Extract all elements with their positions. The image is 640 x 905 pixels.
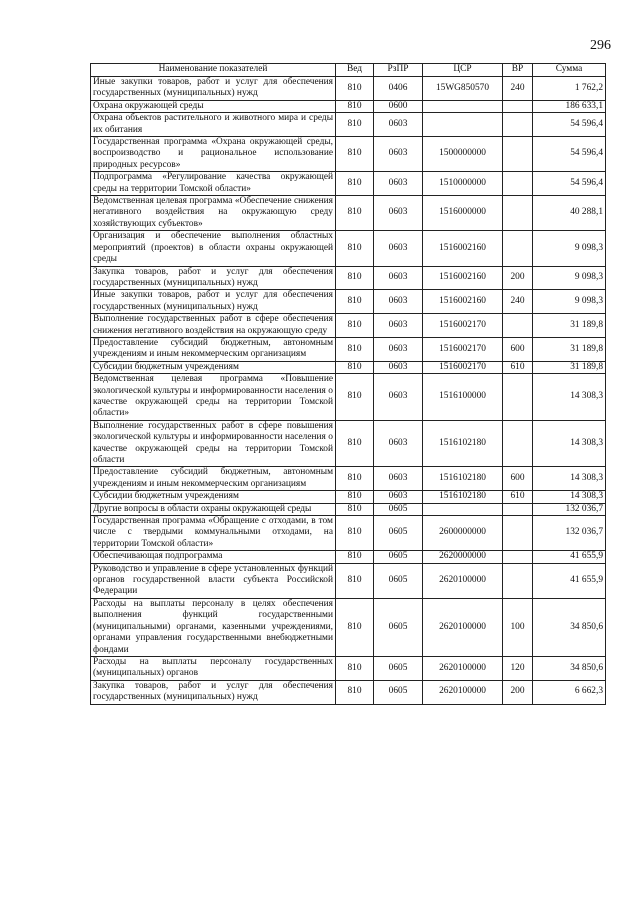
table-row bbox=[91, 337, 606, 361]
row-vr bbox=[503, 196, 533, 231]
row-ved: 810 bbox=[336, 113, 374, 137]
row-vr bbox=[503, 100, 533, 112]
row-csr: 1516102180 bbox=[423, 467, 503, 491]
row-name: Предоставление субсидий бюджетным, автономным учреждениям и иным некоммерческим организациям bbox=[91, 467, 336, 491]
row-csr: 1516000000 bbox=[423, 196, 503, 231]
row-vr bbox=[503, 551, 533, 563]
row-csr: 2620000000 bbox=[423, 551, 503, 563]
row-csr: 1516102180 bbox=[423, 420, 503, 467]
row-ved: 810 bbox=[336, 314, 374, 338]
row-rzpr: 0603 bbox=[374, 137, 423, 172]
row-rzpr: 0605 bbox=[374, 680, 423, 704]
table-row bbox=[91, 374, 606, 421]
row-name: Предоставление субсидий бюджетным, автономным учреждениям и иным некоммерческим организациям bbox=[91, 337, 336, 361]
table-header-row bbox=[91, 64, 606, 77]
row-sum: 54 596,4 bbox=[533, 113, 606, 137]
row-name: Расходы на выплаты персоналу государственных (муниципальных) органов bbox=[91, 656, 336, 680]
row-ved: 810 bbox=[336, 516, 374, 551]
row-ved: 810 bbox=[336, 598, 374, 656]
row-csr: 1500000000 bbox=[423, 137, 503, 172]
header-name: Наименование показателей bbox=[91, 64, 336, 77]
row-csr: 2620100000 bbox=[423, 598, 503, 656]
row-ved: 810 bbox=[336, 680, 374, 704]
row-ved: 810 bbox=[336, 467, 374, 491]
row-rzpr: 0603 bbox=[374, 290, 423, 314]
row-name: Обеспечивающая подпрограмма bbox=[91, 551, 336, 563]
row-csr: 1516002160 bbox=[423, 231, 503, 266]
row-name: Закупка товаров, работ и услуг для обеспечения государственных (муниципальных) нужд bbox=[91, 266, 336, 290]
row-rzpr: 0603 bbox=[374, 231, 423, 266]
row-csr: 15WG850570 bbox=[423, 77, 503, 101]
row-csr: 2620100000 bbox=[423, 656, 503, 680]
table-row bbox=[91, 420, 606, 467]
row-csr: 2600000000 bbox=[423, 516, 503, 551]
row-rzpr: 0603 bbox=[374, 266, 423, 290]
table-row bbox=[91, 100, 606, 112]
row-name: Закупка товаров, работ и услуг для обеспечения государственных (муниципальных) нужд bbox=[91, 680, 336, 704]
row-ved: 810 bbox=[336, 337, 374, 361]
row-sum: 9 098,3 bbox=[533, 290, 606, 314]
row-name: Подпрограмма «Регулирование качества окружающей среды на территории Томской области» bbox=[91, 172, 336, 196]
row-rzpr: 0600 bbox=[374, 100, 423, 112]
row-name: Охрана окружающей среды bbox=[91, 100, 336, 112]
row-sum: 9 098,3 bbox=[533, 266, 606, 290]
row-csr bbox=[423, 503, 503, 515]
row-sum: 9 098,3 bbox=[533, 231, 606, 266]
row-name: Охрана объектов растительного и животного мира и среды их обитания bbox=[91, 113, 336, 137]
row-rzpr: 0406 bbox=[374, 77, 423, 101]
row-vr: 610 bbox=[503, 491, 533, 503]
row-vr: 200 bbox=[503, 266, 533, 290]
row-sum: 14 308,3 bbox=[533, 491, 606, 503]
row-vr bbox=[503, 516, 533, 551]
row-sum: 132 036,7 bbox=[533, 503, 606, 515]
row-sum: 31 189,8 bbox=[533, 337, 606, 361]
table-row bbox=[91, 196, 606, 231]
row-rzpr: 0603 bbox=[374, 374, 423, 421]
row-vr bbox=[503, 172, 533, 196]
row-vr: 200 bbox=[503, 680, 533, 704]
row-sum: 31 189,8 bbox=[533, 361, 606, 373]
row-rzpr: 0603 bbox=[374, 196, 423, 231]
table-row bbox=[91, 137, 606, 172]
row-vr bbox=[503, 503, 533, 515]
row-vr bbox=[503, 563, 533, 598]
row-rzpr: 0603 bbox=[374, 172, 423, 196]
table-row bbox=[91, 563, 606, 598]
row-csr: 1516002170 bbox=[423, 361, 503, 373]
row-vr bbox=[503, 231, 533, 266]
row-csr: 1516002160 bbox=[423, 290, 503, 314]
row-rzpr: 0603 bbox=[374, 113, 423, 137]
table-row bbox=[91, 361, 606, 373]
row-sum: 41 655,9 bbox=[533, 551, 606, 563]
row-ved: 810 bbox=[336, 563, 374, 598]
table-row bbox=[91, 266, 606, 290]
table-row bbox=[91, 680, 606, 704]
row-csr: 1516002160 bbox=[423, 266, 503, 290]
row-ved: 810 bbox=[336, 491, 374, 503]
row-vr: 600 bbox=[503, 467, 533, 491]
row-name: Государственная программа «Обращение с отходами, в том числе с твердыми коммунальными отходами, на территории Томской области» bbox=[91, 516, 336, 551]
row-ved: 810 bbox=[336, 551, 374, 563]
row-ved: 810 bbox=[336, 420, 374, 467]
header-csr: ЦСР bbox=[423, 64, 503, 77]
row-sum: 6 662,3 bbox=[533, 680, 606, 704]
row-ved: 810 bbox=[336, 361, 374, 373]
row-sum: 14 308,3 bbox=[533, 374, 606, 421]
table-body bbox=[91, 77, 606, 705]
header-ved: Вед bbox=[336, 64, 374, 77]
row-ved: 810 bbox=[336, 172, 374, 196]
row-name: Организация и обеспечение выполнения областных мероприятий (проектов) в области охраны окружающей среды bbox=[91, 231, 336, 266]
table-row bbox=[91, 314, 606, 338]
row-ved: 810 bbox=[336, 196, 374, 231]
budget-table bbox=[90, 63, 606, 705]
row-rzpr: 0603 bbox=[374, 361, 423, 373]
row-name: Субсидии бюджетным учреждениям bbox=[91, 491, 336, 503]
table-row bbox=[91, 551, 606, 563]
row-name: Иные закупки товаров, работ и услуг для обеспечения государственных (муниципальных) нужд bbox=[91, 290, 336, 314]
table-row bbox=[91, 598, 606, 656]
row-rzpr: 0605 bbox=[374, 563, 423, 598]
row-rzpr: 0605 bbox=[374, 598, 423, 656]
row-vr bbox=[503, 137, 533, 172]
row-vr bbox=[503, 420, 533, 467]
row-csr: 2620100000 bbox=[423, 680, 503, 704]
row-vr: 610 bbox=[503, 361, 533, 373]
table-row bbox=[91, 290, 606, 314]
row-ved: 810 bbox=[336, 231, 374, 266]
row-sum: 54 596,4 bbox=[533, 172, 606, 196]
row-name: Другие вопросы в области охраны окружающей среды bbox=[91, 503, 336, 515]
row-rzpr: 0603 bbox=[374, 491, 423, 503]
row-csr: 1510000000 bbox=[423, 172, 503, 196]
row-sum: 1 762,2 bbox=[533, 77, 606, 101]
table-row bbox=[91, 172, 606, 196]
table-row bbox=[91, 516, 606, 551]
row-name: Ведомственная целевая программа «Повышение экологической культуры и информированности населения о качестве окружающей среды на территории Томской области» bbox=[91, 374, 336, 421]
row-ved: 810 bbox=[336, 374, 374, 421]
row-name: Субсидии бюджетным учреждениям bbox=[91, 361, 336, 373]
row-csr: 1516002170 bbox=[423, 314, 503, 338]
row-csr: 2620100000 bbox=[423, 563, 503, 598]
row-name: Ведомственная целевая программа «Обеспечение снижения негативного воздействия на окружающую среду хозяйствующих субъектов» bbox=[91, 196, 336, 231]
row-rzpr: 0603 bbox=[374, 467, 423, 491]
table-row bbox=[91, 77, 606, 101]
page-number: 296 bbox=[590, 38, 611, 53]
row-vr bbox=[503, 314, 533, 338]
header-vr: ВР bbox=[503, 64, 533, 77]
row-ved: 810 bbox=[336, 503, 374, 515]
row-sum: 14 308,3 bbox=[533, 467, 606, 491]
row-sum: 54 596,4 bbox=[533, 137, 606, 172]
table-row bbox=[91, 503, 606, 515]
row-vr bbox=[503, 374, 533, 421]
row-sum: 14 308,3 bbox=[533, 420, 606, 467]
row-name: Расходы на выплаты персоналу в целях обеспечения выполнения функций государственными (муниципальными) органами, казенными учреждениями, органами управления государственными внебюджетными фондами bbox=[91, 598, 336, 656]
row-vr: 240 bbox=[503, 77, 533, 101]
row-sum: 34 850,6 bbox=[533, 598, 606, 656]
row-sum: 41 655,9 bbox=[533, 563, 606, 598]
row-rzpr: 0605 bbox=[374, 551, 423, 563]
row-rzpr: 0605 bbox=[374, 656, 423, 680]
row-rzpr: 0605 bbox=[374, 503, 423, 515]
row-rzpr: 0603 bbox=[374, 314, 423, 338]
row-vr: 120 bbox=[503, 656, 533, 680]
row-ved: 810 bbox=[336, 100, 374, 112]
row-name: Государственная программа «Охрана окружающей среды, воспроизводство и рациональное использование природных ресурсов» bbox=[91, 137, 336, 172]
row-name: Выполнение государственных работ в сфере обеспечения снижения негативного воздействия на окружающую среду bbox=[91, 314, 336, 338]
table-row bbox=[91, 467, 606, 491]
row-sum: 34 850,6 bbox=[533, 656, 606, 680]
row-ved: 810 bbox=[336, 266, 374, 290]
row-sum: 186 633,1 bbox=[533, 100, 606, 112]
row-vr: 100 bbox=[503, 598, 533, 656]
row-csr: 1516100000 bbox=[423, 374, 503, 421]
table-row bbox=[91, 113, 606, 137]
row-csr bbox=[423, 100, 503, 112]
row-vr: 240 bbox=[503, 290, 533, 314]
row-rzpr: 0605 bbox=[374, 516, 423, 551]
row-vr: 600 bbox=[503, 337, 533, 361]
row-ved: 810 bbox=[336, 656, 374, 680]
row-name: Иные закупки товаров, работ и услуг для обеспечения государственных (муниципальных) нужд bbox=[91, 77, 336, 101]
row-csr bbox=[423, 113, 503, 137]
row-name: Руководство и управление в сфере установленных функций органов государственной власти субъекта Российской Федерации bbox=[91, 563, 336, 598]
row-sum: 132 036,7 bbox=[533, 516, 606, 551]
row-name: Выполнение государственных работ в сфере повышения экологической культуры и информированности населения о качестве окружающей среды на территории Томской области bbox=[91, 420, 336, 467]
row-csr: 1516002170 bbox=[423, 337, 503, 361]
row-ved: 810 bbox=[336, 77, 374, 101]
row-ved: 810 bbox=[336, 290, 374, 314]
row-csr: 1516102180 bbox=[423, 491, 503, 503]
header-rzpr: РзПР bbox=[374, 64, 423, 77]
header-sum: Сумма bbox=[533, 64, 606, 77]
row-ved: 810 bbox=[336, 137, 374, 172]
row-rzpr: 0603 bbox=[374, 337, 423, 361]
row-rzpr: 0603 bbox=[374, 420, 423, 467]
row-sum: 40 288,1 bbox=[533, 196, 606, 231]
table-row bbox=[91, 656, 606, 680]
row-sum: 31 189,8 bbox=[533, 314, 606, 338]
table-row bbox=[91, 491, 606, 503]
table-row bbox=[91, 231, 606, 266]
row-vr bbox=[503, 113, 533, 137]
